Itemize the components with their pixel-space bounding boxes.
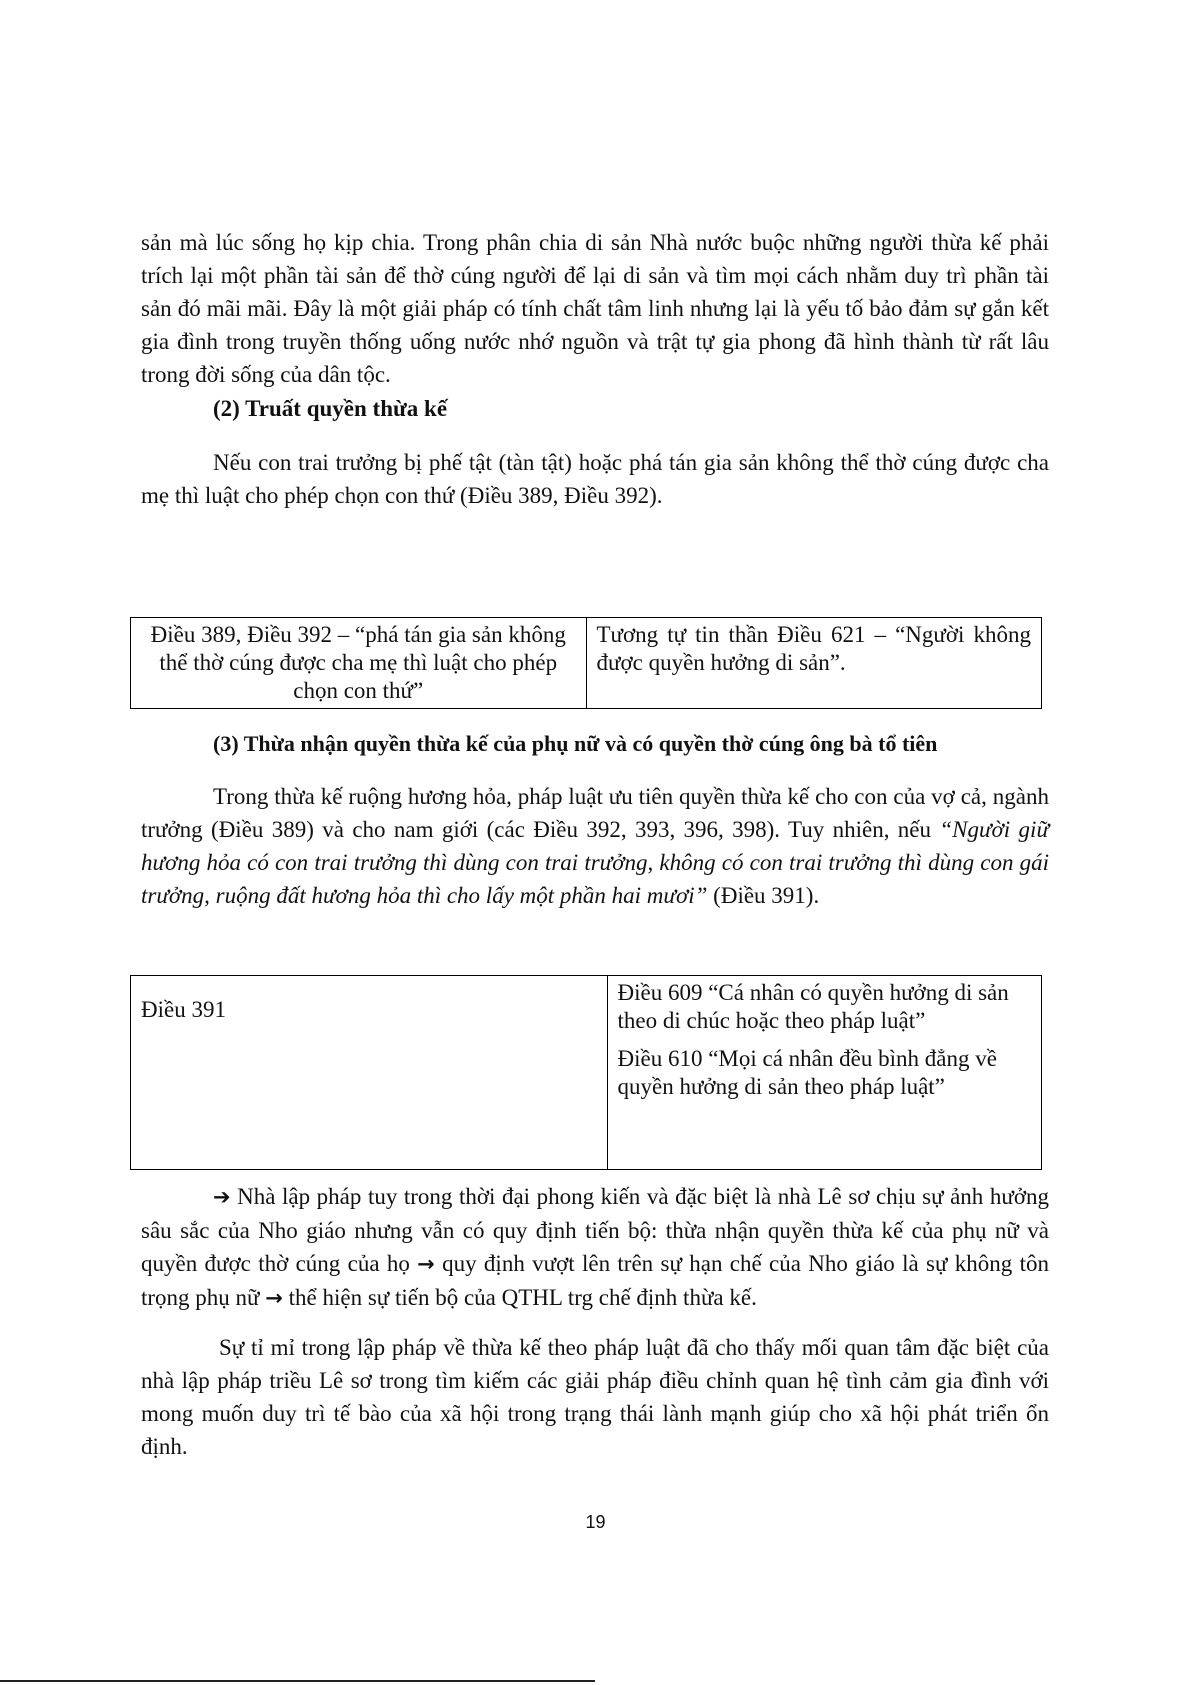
article-610-text: Điều 610 “Mọi cá nhân đều bình đẳng về quyền hưởng di sản theo pháp luật” [617,1046,997,1099]
bold-arrow-icon: ➔ [213,1185,231,1209]
table-cell-article-391: Điều 391 [131,976,608,1170]
article-609-text: Điều 609 “Cá nhân có quyền hưởng di sản theo di chúc hoặc theo pháp luật” [617,980,1009,1033]
paragraph-inheritance-worship: sản mà lúc sống họ kịp chia. Trong phân chia di sản Nhà nước buộc những người thừa kế phải trích lại một phần tài sản để thờ cúng người để lại di sản và tìm mọi cách nhằm duy trì phần tài sản đó mãi mãi. Đây là một giải pháp có tính chất tâm linh nhưng lại là yếu tố bảo đảm sự gắn kết gia đình trong truyền thống uống nước nhớ nguồn và trật tự gia phong đã hình thành từ rất lâu trong đời sống của dân tộc. [141,230,1049,387]
table-row [131,618,1042,709]
comparison-table-disinheritance [130,617,1042,709]
paragraph-text: Nhà lập pháp tuy trong thời đại phong kiến và đặc biệt là nhà Lê sơ chịu sự ảnh hưởng sâu sắc của Nho giáo nhưng vẫn có quy định tiến bộ: thừa nhận quyền thừa kế của phụ nữ và quyền được thờ cúng của họ [141,1184,1049,1276]
paragraph-text: (Điều 391). [707,883,820,908]
quoted-article-391: “Người giữ hương hỏa có con trai trưởng thì dùng con trai trưởng, không có con trai trưởng thì dùng con gái trưởng, ruộng đất hương hỏa thì cho lấy một phần hai mươi” [141,817,1049,908]
paragraph-conclusion-progress [141,1180,1049,1315]
table-row [131,976,1042,1170]
page-number: 19 [585,1512,606,1532]
table-cell-le-so-articles: Điều 389, Điều 392 – “phá tán gia sản không thể thờ cúng được cha mẹ thì luật cho phép chọn con thứ” [131,618,587,709]
implies-arrow-icon: → [265,1286,283,1310]
paragraph-disinheritance: Nếu con trai trưởng bị phế tật (tàn tật) hoặc phá tán gia sản không thể thờ cúng được cha mẹ thì luật cho phép chọn con thứ (Điều 389, Điều 392). [141,450,1049,508]
paragraph-text: thể hiện sự tiến bộ của QTHL trg chế định thừa kế. [282,1285,757,1310]
comparison-table-women-inheritance [130,975,1042,1170]
table-cell-modern-article: Tương tự tin thần Điều 621 – “Người không được quyền hưởng di sản”. [586,618,1042,709]
paragraph-text: quy định vượt lên trên sự hạn chế của Nho giáo là sự không tôn trọng phụ nữ [141,1251,1049,1310]
section-heading-disinheritance: (2) Truất quyền thừa kế [213,396,448,421]
paragraph-women-inheritance [141,780,1049,912]
section-heading-women-inheritance: (3) Thừa nhận quyền thừa kế của phụ nữ và có quyền thờ cúng ông bà tổ tiên [213,731,938,756]
bottom-divider [0,1680,595,1682]
table-cell-modern-articles [607,976,1042,1170]
paragraph-text: Trong thừa kế ruộng hương hỏa, pháp luật ưu tiên quyền thừa kế cho con của vợ cả, ngành trưởng (Điều 389) và cho nam giới (các Điều 392, 393, 396, 398). Tuy nhiên, nếu [141,784,1049,842]
paragraph-legislative-detail: Sự tỉ mỉ trong lập pháp về thừa kế theo pháp luật đã cho thấy mối quan tâm đặc biệt của nhà lập pháp triều Lê sơ trong tìm kiếm các giải pháp điều chỉnh quan hệ tình cảm gia đình với mong muốn duy trì tế bào của xã hội trong trạng thái lành mạnh giúp cho xã hội phát triển ổn định. [141,1335,1049,1459]
implies-arrow-icon: → [417,1252,435,1276]
